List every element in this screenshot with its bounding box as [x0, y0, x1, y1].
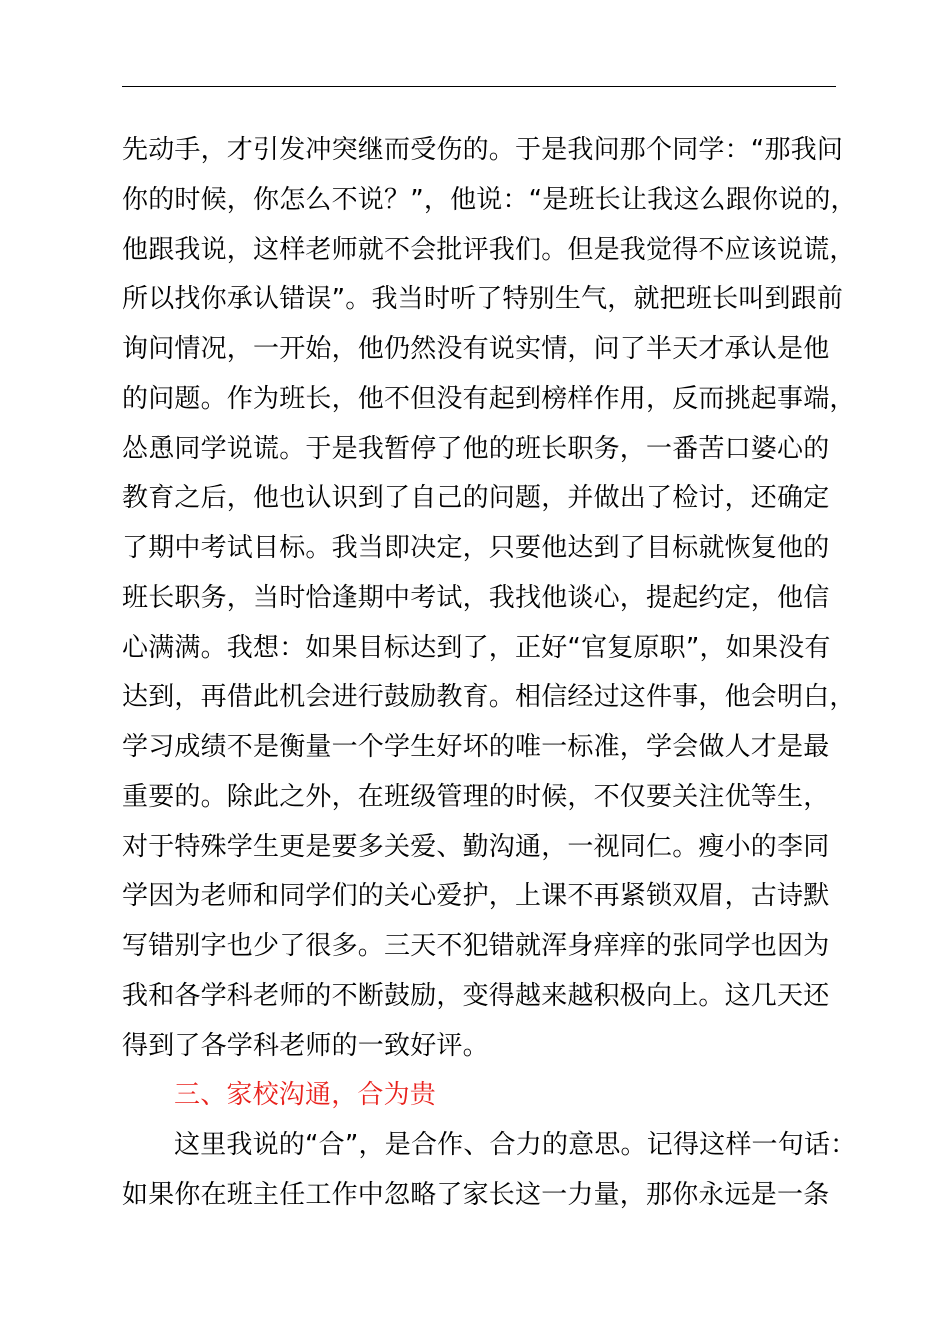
paragraph-line: 学习成绩不是衡量一个学生好坏的唯一标准，学会做人才是最: [122, 732, 830, 762]
paragraph-line: 询问情况，一开始，他仍然没有说实情，问了半天才承认是他: [122, 334, 830, 364]
paragraph-line: 怂恿同学说谎。于是我暂停了他的班长职务，一番苦口婆心的: [122, 433, 830, 464]
paragraph-line: 他跟我说，这样老师就不会批评我们。但是我觉得不应该说谎，: [122, 234, 856, 265]
paragraph-line: 你的时候，你怎么不说？”，他说：“是班长让我这么跟你说的，: [122, 184, 857, 215]
paragraph-line: 所以找你承认错误”。我当时听了特别生气，就把班长叫到跟前: [122, 284, 844, 315]
paragraph-line: 对于特殊学生更是要多关爱、勤沟通，一视同仁。瘦小的李同: [122, 831, 830, 862]
paragraph-line: 如果你在班主任工作中忽略了家长这一力量，那你永远是一条: [122, 1179, 830, 1210]
paragraph-line: 心满满。我想：如果目标达到了，正好“官复原职”，如果没有: [122, 632, 831, 663]
paragraph-line: 得到了各学科老师的一致好评。: [122, 1030, 489, 1061]
paragraph-line: 写错别字也少了很多。三天不犯错就浑身痒痒的张同学也因为: [122, 931, 830, 961]
paragraph-line: 我和各学科老师的不断鼓励，变得越来越积极向上。这几天还: [122, 980, 830, 1011]
paragraph-line: 达到，再借此机会进行鼓励教育。相信经过这件事，他会明白，: [122, 682, 856, 713]
section-heading: 三、家校沟通，合为贵: [174, 1080, 437, 1111]
paragraph-line: 学因为老师和同学们的关心爱护，上课不再紧锁双眉，古诗默: [122, 881, 830, 912]
paragraph-line: 了期中考试目标。我当即决定，只要他达到了目标就恢复他的: [122, 533, 830, 563]
body-text: [122, 126, 862, 1221]
paragraph-line: 教育之后，他也认识到了自己的问题，并做出了检讨，还确定: [122, 483, 830, 514]
paragraph-line: 重要的。除此之外，在班级管理的时候，不仅要关注优等生，: [122, 781, 830, 812]
paragraph-line: 的问题。作为班长，他不但没有起到榜样作用，反而挑起事端，: [122, 383, 856, 414]
paragraph-line: 先动手，才引发冲突继而受伤的。于是我问那个同学：“那我问: [122, 135, 844, 165]
paragraph-line: 这里我说的“合”，是合作、合力的意思。记得这样一句话：: [174, 1130, 857, 1160]
paragraph-line: 班长职务，当时恰逢期中考试，我找他谈心，提起约定，他信: [122, 582, 830, 613]
header-rule: [122, 86, 836, 87]
